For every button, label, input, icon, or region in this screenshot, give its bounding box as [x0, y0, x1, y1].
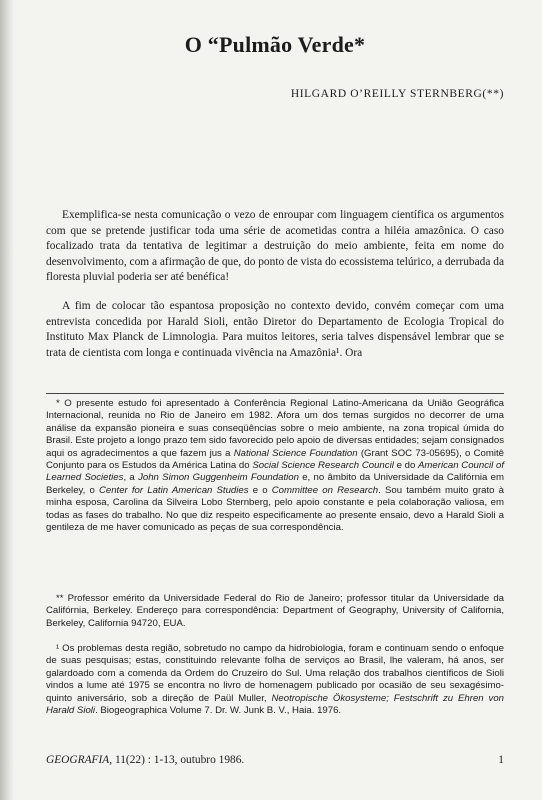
journal-citation	[46, 754, 244, 766]
footnote-text: e, no âmbito da Universidade da Califórnia em Berkeley, o	[46, 472, 504, 496]
footnote-text: (Grant SOC 73-05695), o Comitê Conjunto para os Estudos da América Latina do	[46, 447, 504, 472]
footnote-text: e do	[393, 460, 419, 472]
article-page	[46, 0, 504, 800]
citation-details: 11(22) : 1-13, outubro 1986.	[112, 754, 245, 766]
footnote-italic: National Science Foundation	[233, 447, 358, 459]
body-paragraph: A fim de colocar tão espantosa proposição no contexto devido, convém começar com uma entrevista concedida por Harald Sioli, então Diretor do Departamento de Ecologia Tropical do Instituto Max Planck de Limnologia. Para muitos leitores, seria talves dispensável lembrar que se trata de cientista com longa e continuada vivência na Amazônia¹. Ora	[46, 300, 504, 359]
footnote-italic: Center for Latin American Studies	[98, 484, 249, 496]
scan-page-edge	[0, 0, 14, 800]
footnote-italic: Social Science Research Council	[252, 460, 394, 472]
footnote-text: ¹ Os problemas desta região, sobretudo no campo da hidrobiologia, foram e continuam sendo o enfoque de suas pesquisas; estas, constituindo relevante folha de serviços ao Brasil, lhe valeram, há anos, ser galardoado com a comenda da Ordem do Cruzeiro do Sul. Uma relação dos trabalhos científicos de Sioli vindos a lume até 1975 se encontra no livro de homenagem publicado por ocasião de seu sexagésimo-quinto aniversário, sob a direção de Paül Muller,	[46, 643, 504, 704]
footnote-italic: Neotropische Ökosysteme; Festschrift zu Ehren von Harald Sioli	[46, 692, 505, 717]
abstract-paragraph: Exemplifica-se nesta comunicação o vezo de enroupar com linguagem científica os argumentos com que se pretende justificar toda uma série de acometidas contra a hiléia amazônica. O caso focalizado trata da tentativa de legitimar a destruição do meio ambiente, feita em nome do desenvolvimento, com a afirmação de que, do ponto de vista do ecossistema telúrico, a derrubada da floresta pluvial poderia ser até benéfica!	[46, 209, 505, 284]
footnote-sioli	[46, 643, 504, 717]
article-author: HILGARD O’REILLY STERNBERG(**)	[290, 88, 504, 100]
footnote-italic: John Simon Guggenheim Foundation	[138, 472, 299, 484]
footnote-text: e o	[248, 484, 272, 496]
article-title: O “Pulmão Verde*	[184, 32, 366, 57]
footnote-text: , a	[123, 472, 139, 484]
footnote-italic: American Council of Learned Societies	[46, 460, 504, 484]
footnote-text: . Biogeographica Volume 7. Dr. W. Junk B. V., Haia. 1976.	[95, 705, 342, 717]
footnote-divider	[46, 393, 504, 394]
page-number: 1	[498, 754, 504, 766]
footnote-text: * O presente estudo foi apresentado à Conferência Regional Latino-Americana da União Geográfica Internacional, reunida no Rio de Janeiro em 1982. Afora um dos temas surgidos no decorrer de uma análise da expansão pioneira e suas conseqüências sobre o meio ambiente, na zona tropical úmida do Brasil. Este projeto a longo prazo tem sido favorecido pelo apoio de diversas entidades; sejam consignados aqui os agradecimentos a que fazem jus a	[46, 398, 504, 459]
footnote-italic: Committee on Research	[271, 484, 379, 496]
footnote-author-affiliation: ** Professor emérito da Universidade Federal do Rio de Janeiro; professor titular da Universidade da Califórnia, Berkeley. Endereço para correspondência: Department of Geography, University of California, Berkeley, California 94720, EUA.	[46, 593, 504, 629]
journal-name: GEOGRAFIA,	[46, 754, 113, 766]
footnote-text: . Sou também muito grato à minha esposa, Carolina da Silveira Lobo Sternberg, pelo apoio constante e pela colaboração valiosa, em todas as fases do trabalho. No que diz respeito especificamente ao presente ensaio, devo a Harald Sioli a gentileza de me haver comunicado as peças de sua correspondência.	[46, 484, 504, 534]
footnote-acknowledgement	[46, 398, 504, 534]
